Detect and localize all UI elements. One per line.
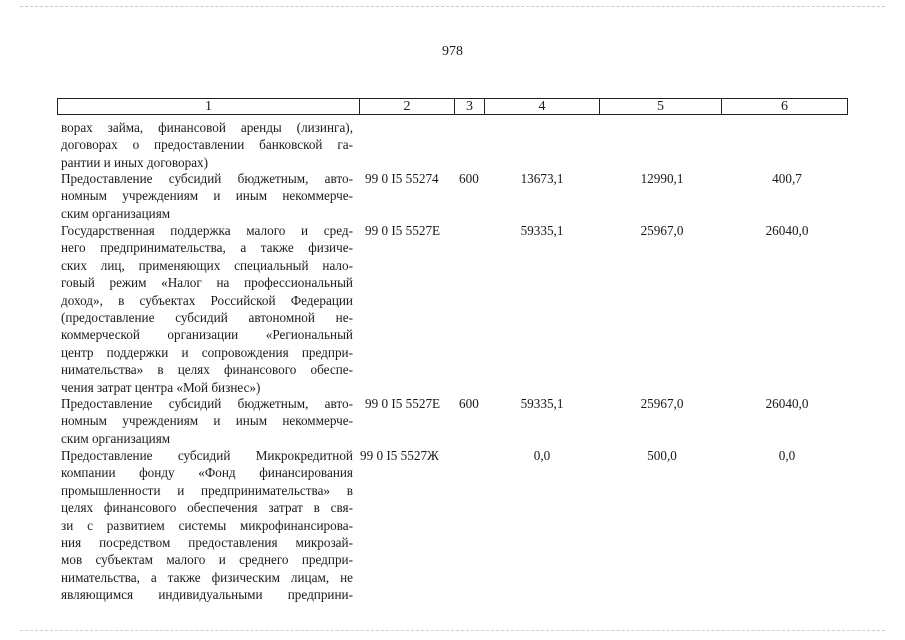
- row-value-col6: 26040,0: [765, 396, 809, 411]
- description-line: (предоставление субсидий автономной не-: [61, 310, 353, 326]
- row-code: 99 0 I5 5527Е: [365, 223, 441, 238]
- description-line: промышленности и предпринимательства» в: [61, 482, 353, 498]
- description-line: чения затрат центра «Мой бизнес»): [61, 379, 261, 395]
- description-line: договорах о предоставлении банковской га-: [61, 137, 353, 153]
- description-line: ским организациям: [61, 205, 171, 221]
- description-line: рантии и иных договорах): [61, 154, 209, 170]
- description-line: центр поддержки и сопровождения предпри-: [61, 344, 353, 360]
- description-line: ских лиц, применяющих специальный нало-: [61, 257, 353, 273]
- description-line: являющимся индивидуальными предприни-: [61, 587, 353, 603]
- column-header-4: 4: [485, 99, 600, 114]
- row-value-col5: 500,0: [647, 448, 677, 463]
- scan-bottom-edge: [20, 630, 885, 631]
- row-description: [61, 222, 353, 396]
- description-line: него предпринимательства, а также физиче-: [61, 240, 353, 256]
- page-number: 978: [442, 44, 463, 59]
- description-line: ворах займа, финансовой аренды (лизинга),: [61, 120, 353, 135]
- column-header-1: 1: [58, 99, 360, 114]
- description-line: Предоставление субсидий бюджетным, авто-: [61, 171, 353, 186]
- description-line: компании фонду «Фонд финансирования: [61, 465, 353, 481]
- row-value-col5: 12990,1: [640, 171, 684, 186]
- row-value-col6: 400,7: [772, 171, 802, 186]
- description-line: нимательства» в целях финансового обеспе-: [61, 362, 353, 378]
- description-line: доход», в субъектах Российской Федерации: [61, 292, 353, 308]
- column-header-5: 5: [600, 99, 722, 114]
- row-code: 99 0 I5 5527Е: [365, 396, 441, 411]
- description-line: коммерческой организации «Региональный: [61, 327, 353, 343]
- row-value-col4: 0,0: [533, 448, 551, 463]
- description-line: ния посредством предоставления микрозай-: [61, 535, 353, 551]
- row-value-col4: 59335,1: [520, 223, 564, 238]
- description-line: номным учреждениям и иным некоммерче-: [61, 188, 353, 204]
- row-expense-type: 600: [459, 396, 479, 411]
- description-line: мов субъектам малого и среднего предпри-: [61, 552, 353, 568]
- row-description: [61, 170, 353, 222]
- description-line: номным учреждениям и иным некоммерче-: [61, 413, 353, 429]
- row-value-col6: 0,0: [778, 448, 796, 463]
- row-description: [61, 447, 353, 604]
- row-value-col5: 25967,0: [640, 223, 684, 238]
- description-line: ским организациям: [61, 430, 171, 446]
- column-header-6: 6: [781, 99, 788, 114]
- column-header-2: 2: [360, 99, 455, 114]
- row-value-col4: 59335,1: [520, 396, 564, 411]
- description-line: Предоставление субсидий бюджетным, авто-: [61, 396, 353, 411]
- description-line: Государственная поддержка малого и сред-: [61, 223, 353, 238]
- description-line: зи с развитием системы микрофинансирова-: [61, 517, 353, 533]
- scan-top-edge: [20, 6, 885, 7]
- description-line: целях финансового обеспечения затрат в свя-: [61, 500, 353, 516]
- column-header-3: 3: [455, 99, 485, 114]
- description-line: нимательства, а также физическим лицам, не: [61, 569, 353, 585]
- row-description: [61, 119, 353, 171]
- row-expense-type: 600: [459, 171, 479, 186]
- row-value-col6: 26040,0: [765, 223, 809, 238]
- row-description: [61, 395, 353, 447]
- description-line: Предоставление субсидий Микрокредитной: [61, 448, 353, 463]
- description-line: говый режим «Налог на профессиональный: [61, 275, 353, 291]
- row-code: 99 0 I5 55274: [365, 171, 439, 186]
- row-value-col5: 25967,0: [640, 396, 684, 411]
- row-value-col4: 13673,1: [520, 171, 564, 186]
- table-column-header: [57, 98, 848, 115]
- row-code: 99 0 I5 5527Ж: [360, 448, 439, 463]
